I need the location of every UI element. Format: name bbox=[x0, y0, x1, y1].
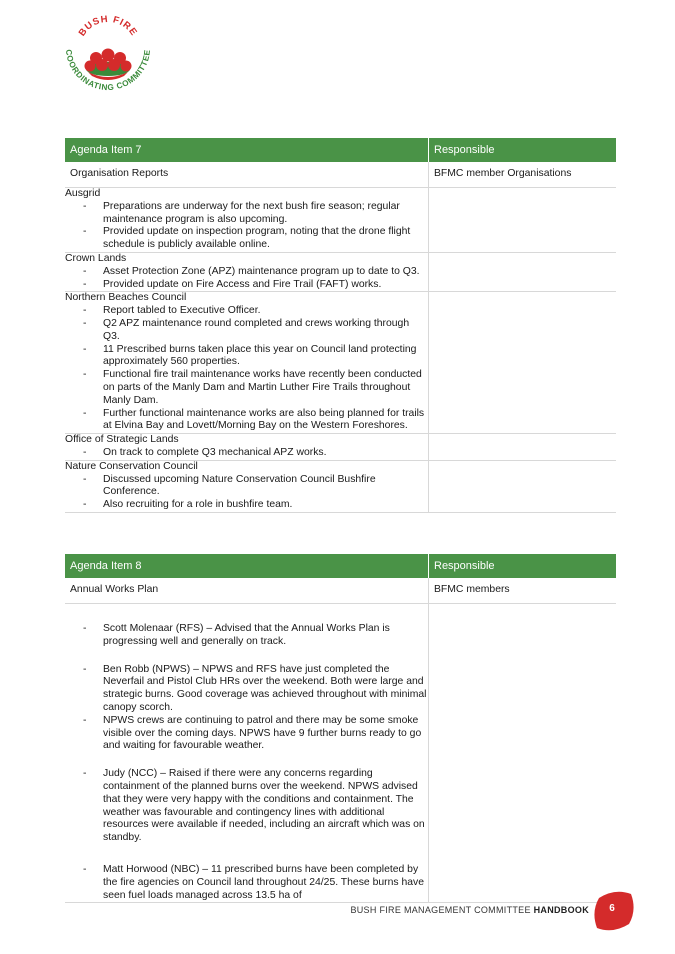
org-name: Crown Lands bbox=[65, 252, 127, 264]
responsible-header: Responsible bbox=[429, 554, 617, 578]
list-item: - NPWS crews are continuing to patrol and there may be some smoke visible over the coming days. NPWS have 9 further burns ready to go and waiting for favourable weather. bbox=[65, 715, 428, 753]
list-item: - Further functional maintenance works are also being planned for trails at Elvina Bay and Lovett/Morning Bay on the Western Foreshores. bbox=[65, 408, 428, 434]
list-item: - Functional fire trail maintenance works have recently been conducted on parts of the Manly Dam and Martin Luther Fire Trails throughout Manly Dam. bbox=[65, 369, 428, 407]
item-8-title: Annual Works Plan bbox=[65, 578, 429, 604]
org-name: Nature Conservation Council bbox=[65, 460, 198, 472]
list-item: - Asset Protection Zone (APZ) maintenance program up to date to Q3. bbox=[65, 266, 428, 279]
item-7-title: Organisation Reports bbox=[65, 162, 429, 188]
org-report-row bbox=[65, 292, 616, 434]
page-footer bbox=[350, 905, 589, 915]
list-item: - Discussed upcoming Nature Conservation Council Bushfire Conference. bbox=[65, 474, 428, 500]
list-item: - Report tabled to Executive Officer. bbox=[65, 305, 428, 318]
agenda-item-8-table bbox=[65, 554, 616, 903]
agenda-item-7-table bbox=[65, 138, 616, 513]
list-item: - Q2 APZ maintenance round completed and crews working through Q3. bbox=[65, 318, 428, 344]
item-7-responsible: BFMC member Organisations bbox=[429, 162, 617, 188]
footer-text: BUSH FIRE MANAGEMENT COMMITTEE bbox=[350, 905, 531, 915]
list-item: - Judy (NCC) – Raised if there were any concerns regarding containment of the planned burns over the weekend. NPWS advised that they were very happy with the conditions and containment. The weather was favourable and contingency lines with additional resources were available if needed, including an aircraft which was on standby. bbox=[65, 768, 428, 845]
org-report-row bbox=[65, 460, 616, 512]
page-number: 6 bbox=[609, 903, 615, 914]
org-report-row bbox=[65, 188, 616, 253]
list-item: - Ben Robb (NPWS) – NPWS and RFS have just completed the Neverfail and Pistol Club HRs over the weekend. Both were large and strategic burns. Good coverage was achieved throughout with minimal canopy scorch. bbox=[65, 664, 428, 715]
waratah-flower-icon bbox=[85, 49, 132, 81]
list-item: - Provided update on inspection program, noting that the drone flight schedule is publicly available online. bbox=[65, 226, 428, 252]
list-item: - On track to complete Q3 mechanical APZ works. bbox=[65, 447, 428, 460]
svg-text:BUSH FIRE bbox=[77, 14, 140, 38]
works-plan-row bbox=[65, 604, 616, 903]
org-name: Ausgrid bbox=[65, 188, 101, 199]
responsible-header: Responsible bbox=[429, 138, 617, 162]
org-report-row bbox=[65, 252, 616, 291]
footer-bold-text: HANDBOOK bbox=[533, 905, 589, 915]
agenda-item-7-header: Agenda Item 7 bbox=[65, 138, 429, 162]
org-name: Northern Beaches Council bbox=[65, 292, 187, 304]
list-item: - Matt Horwood (NBC) – 11 prescribed burns have been completed by the fire agencies on Council land throughout 24/25. These burns have seen fuel loads managed across 13.5 ha of bbox=[65, 864, 428, 902]
bush-fire-coordinating-committee-logo bbox=[58, 14, 158, 106]
logo-top-text: BUSH FIRE bbox=[76, 14, 140, 39]
list-item: - Preparations are underway for the next bush fire season; regular maintenance program is also upcoming. bbox=[65, 201, 428, 227]
org-report-row bbox=[65, 434, 616, 461]
item-8-responsible: BFMC members bbox=[429, 578, 617, 604]
logo-bottom-text: COORDINATING COMMITTEE bbox=[63, 48, 153, 93]
list-item: - Also recruiting for a role in bushfire team. bbox=[65, 499, 428, 512]
list-item: - Scott Molenaar (RFS) – Advised that the Annual Works Plan is progressing well and generally on track. bbox=[65, 623, 428, 649]
org-name: Office of Strategic Lands bbox=[65, 434, 179, 446]
list-item: - Provided update on Fire Access and Fire Trail (FAFT) works. bbox=[65, 279, 428, 292]
agenda-item-8-header: Agenda Item 8 bbox=[65, 554, 429, 578]
list-item: - 11 Prescribed burns taken place this year on Council land protecting approximately 560 properties. bbox=[65, 344, 428, 370]
